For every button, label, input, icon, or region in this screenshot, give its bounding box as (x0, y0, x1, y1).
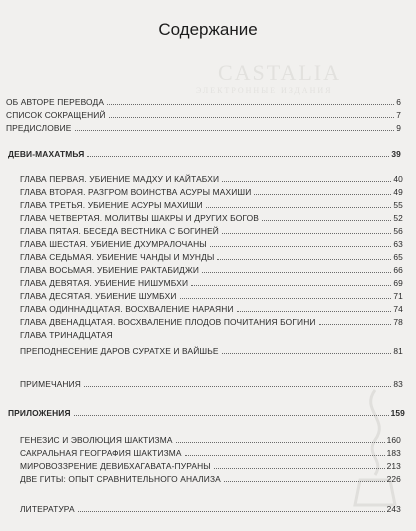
toc-entry[interactable] (20, 474, 401, 484)
toc-entry[interactable] (20, 252, 403, 262)
toc-entry[interactable] (20, 379, 403, 389)
toc-section[interactable] (8, 408, 405, 418)
toc-entry-title: ПРЕПОДНЕСЕНИЕ ДАРОВ СУРАТХЕ И ВАЙШЬЕ (20, 346, 219, 356)
toc-entry-page: 69 (393, 278, 403, 288)
toc-entry[interactable] (20, 265, 403, 275)
toc-entry[interactable] (20, 239, 403, 249)
toc-entry-title: ПРИЛОЖЕНИЯ (8, 408, 71, 418)
watermark-text: CASTALIA (218, 60, 342, 85)
toc-entry[interactable] (20, 291, 403, 301)
toc-entry-page: 183 (386, 448, 401, 458)
toc-entry-title: ПРИМЕЧАНИЯ (20, 379, 81, 389)
toc-entry-page: 83 (393, 379, 403, 389)
page-title: Содержание (158, 20, 258, 39)
toc-entry-title: ОБ АВТОРЕ ПЕРЕВОДА (6, 97, 105, 107)
toc-entry-title: ПРЕДИСЛОВИЕ (6, 123, 72, 133)
toc-entry-title: ГЛАВА ПЕРВАЯ. УБИЕНИЕ МАДХУ И КАЙТАБХИ (20, 174, 220, 184)
toc-entry-page: 226 (386, 474, 401, 484)
toc-entry[interactable] (6, 110, 401, 120)
toc-entry[interactable] (20, 187, 403, 197)
toc-entry-page: 78 (393, 317, 403, 327)
toc-entry-title: ГЛАВА ЧЕТВЕРТАЯ. МОЛИТВЫ ШАКРЫ И ДРУГИХ БОГОВ (20, 213, 260, 223)
toc-entry-title: ГЕНЕЗИС И ЭВОЛЮЦИЯ ШАКТИЗМА (20, 435, 173, 445)
toc-entry-page: 49 (393, 187, 403, 197)
toc-entry-page: 243 (386, 504, 401, 514)
toc-entry-page: 40 (393, 174, 403, 184)
toc-entry[interactable] (20, 174, 403, 184)
toc-entry-page: 7 (396, 110, 401, 120)
toc-entry-page: 159 (390, 408, 405, 418)
watermark-subtext: ЭЛЕКТРОННЫЕ ИЗДАНИЯ (196, 86, 333, 95)
toc-entry-page: 55 (393, 200, 403, 210)
toc-entry[interactable] (20, 317, 403, 327)
toc-entry-title: ГЛАВА ТРИНАДЦАТАЯ (20, 330, 113, 340)
toc-entry-title: ГЛАВА ДЕВЯТАЯ. УБИЕНИЕ НИШУМБХИ (20, 278, 189, 288)
toc-entry-page: 63 (393, 239, 403, 249)
toc-entry-title: ГЛАВА ДВЕНАДЦАТАЯ. ВОСХВАЛЕНИЕ ПЛОДОВ ПОЧИТАНИЯ БОГИНИ (20, 317, 316, 327)
toc-entry-page: 39 (391, 149, 401, 159)
toc-entry-page: 160 (386, 435, 401, 445)
toc-entry-page: 9 (396, 123, 401, 133)
toc-entry-page: 6 (396, 97, 401, 107)
toc-entry-page: 81 (393, 346, 403, 356)
toc-entry[interactable] (20, 330, 403, 340)
toc-entry[interactable] (20, 200, 403, 210)
toc-entry-title: ДЕВИ-МАХАТМЬЯ (8, 149, 85, 159)
toc-entry[interactable] (20, 278, 403, 288)
toc-entry[interactable] (20, 435, 401, 445)
toc-entry-title: СПИСОК СОКРАЩЕНИЙ (6, 110, 106, 120)
toc-entry[interactable] (6, 123, 401, 133)
toc-entry-page: 52 (393, 213, 403, 223)
toc-entry-title: ГЛАВА ПЯТАЯ. БЕСЕДА ВЕСТНИКА С БОГИНЕЙ (20, 226, 219, 236)
toc-entry-page: 213 (386, 461, 401, 471)
toc-entry-title: ГЛАВА ВТОРАЯ. РАЗГРОМ ВОИНСТВА АСУРЫ МАХИШИ (20, 187, 252, 197)
toc-entry[interactable] (20, 346, 403, 356)
toc-entry-page: 66 (393, 265, 403, 275)
toc-entry[interactable] (20, 213, 403, 223)
toc-entry-title: САКРАЛЬНАЯ ГЕОГРАФИЯ ШАКТИЗМА (20, 448, 182, 458)
toc-entry-title: ГЛАВА СЕДЬМАЯ. УБИЕНИЕ ЧАНДЫ И МУНДЫ (20, 252, 215, 262)
toc-entry[interactable] (20, 461, 401, 471)
toc-entry-title: ГЛАВА ДЕСЯТАЯ. УБИЕНИЕ ШУМБХИ (20, 291, 177, 301)
toc-entry[interactable] (20, 448, 401, 458)
toc-entry-page: 71 (393, 291, 403, 301)
toc-entry[interactable] (20, 504, 401, 514)
toc-entry-title: ГЛАВА ВОСЬМАЯ. УБИЕНИЕ РАКТАБИДЖИ (20, 265, 200, 275)
toc-entry-title: ЛИТЕРАТУРА (20, 504, 75, 514)
toc-entry-title: ГЛАВА ШЕСТАЯ. УБИЕНИЕ ДХУМРАЛОЧАНЫ (20, 239, 207, 249)
toc-entry-page: 56 (393, 226, 403, 236)
toc-entry[interactable] (6, 97, 401, 107)
toc-entry-page: 74 (393, 304, 403, 314)
toc-section[interactable] (8, 149, 401, 159)
toc-entry[interactable] (20, 304, 403, 314)
toc-entry-title: ГЛАВА ТРЕТЬЯ. УБИЕНИЕ АСУРЫ МАХИШИ (20, 200, 203, 210)
toc-entry-title: МИРОВОЗЗРЕНИЕ ДЕВИБХАГАВАТА-ПУРАНЫ (20, 461, 211, 471)
toc-entry-title: ДВЕ ГИТЫ: ОПЫТ СРАВНИТЕЛЬНОГО АНАЛИЗА (20, 474, 221, 484)
toc-entry-page: 65 (393, 252, 403, 262)
toc-entry-title: ГЛАВА ОДИННАДЦАТАЯ. ВОСХВАЛЕНИЕ НАРАЯНИ (20, 304, 234, 314)
toc-entry[interactable] (20, 226, 403, 236)
